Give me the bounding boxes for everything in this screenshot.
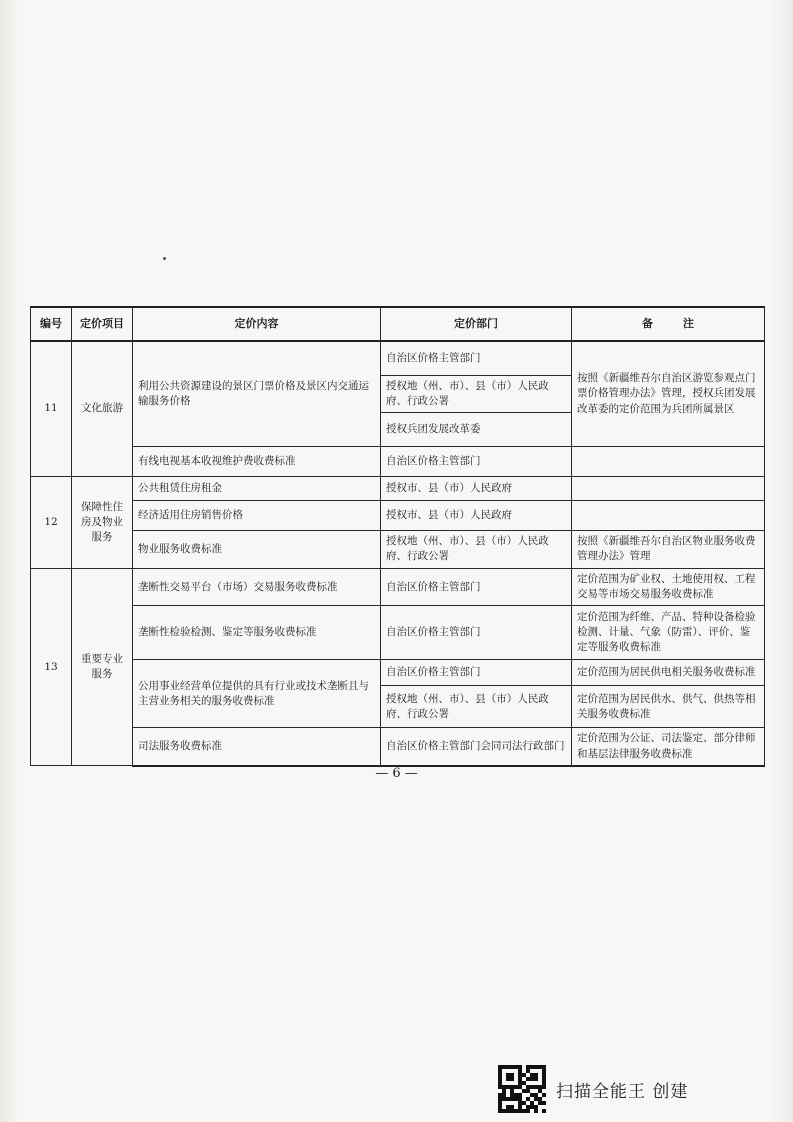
- row-department: 自治区价格主管部门会同司法行政部门: [381, 728, 572, 766]
- qr-code-icon: [498, 1065, 546, 1113]
- row-department: 自治区价格主管部门: [381, 660, 572, 686]
- table-header-row: [31, 307, 765, 341]
- row-content: 司法服务收费标准: [133, 728, 381, 766]
- row-department: 自治区价格主管部门: [381, 568, 572, 605]
- row-remark: 定价范围为居民供水、供气、供热等相关服务收费标准: [572, 686, 765, 728]
- table-row: [31, 606, 765, 660]
- row-remark: [572, 476, 765, 500]
- page-number: — 6 —: [375, 766, 418, 781]
- row-content: 利用公共资源建设的景区门票价格及景区内交通运输服务价格: [133, 341, 381, 446]
- row-content: 物业服务收费标准: [133, 530, 381, 568]
- row-department: 授权地（州、市）、县（市）人民政府、行政公署: [381, 375, 572, 412]
- table-row: [31, 476, 765, 500]
- scan-speck: [163, 257, 166, 260]
- row-number: 13: [31, 568, 72, 765]
- table-row: [31, 446, 765, 476]
- scanner-brand: 扫描全能王 创建: [556, 1081, 689, 1102]
- row-content: 垄断性交易平台（市场）交易服务收费标准: [133, 568, 381, 605]
- row-department: 自治区价格主管部门: [381, 606, 572, 660]
- row-department: 授权市、县（市）人民政府: [381, 500, 572, 530]
- row-remark: 定价范围为纤维、产品、特种设备检验检测、计量、气象（防雷）、评价、鉴定等服务收费标准: [572, 606, 765, 660]
- row-remark: 按照《新疆维吾尔自治区游览参观点门票价格管理办法》管理，授权兵团发展改革委的定价范围为兵团所属景区: [572, 341, 765, 446]
- row-remark: [572, 446, 765, 476]
- table-row: [31, 660, 765, 686]
- table-row: [31, 530, 765, 568]
- row-item: 重要专业服务: [72, 568, 133, 765]
- row-remark: 按照《新疆维吾尔自治区物业服务收费管理办法》管理: [572, 530, 765, 568]
- row-department: 授权市、县（市）人民政府: [381, 476, 572, 500]
- row-content: 公共租赁住房租金: [133, 476, 381, 500]
- row-content: 公用事业经营单位提供的具有行业或技术垄断且与主营业务相关的服务收费标准: [133, 660, 381, 728]
- header-content: 定价内容: [133, 307, 381, 341]
- row-department: 自治区价格主管部门: [381, 446, 572, 476]
- header-number: 编号: [31, 307, 72, 341]
- row-item: 文化旅游: [72, 341, 133, 476]
- row-department: 自治区价格主管部门: [381, 341, 572, 375]
- row-remark: 定价范围为公证、司法鉴定、部分律师和基层法律服务收费标准: [572, 728, 765, 766]
- row-remark: 定价范围为居民供电相关服务收费标准: [572, 660, 765, 686]
- table-row: [31, 341, 765, 375]
- row-item: 保障性住房及物业服务: [72, 476, 133, 568]
- pricing-table: [30, 306, 765, 767]
- row-number: 12: [31, 476, 72, 568]
- header-department: 定价部门: [381, 307, 572, 341]
- row-remark: [572, 500, 765, 530]
- row-department: 授权地（州、市）、县（市）人民政府、行政公署: [381, 686, 572, 728]
- row-content: 垄断性检验检测、鉴定等服务收费标准: [133, 606, 381, 660]
- header-remarks: 备注: [572, 307, 765, 341]
- row-number: 11: [31, 341, 72, 476]
- table-row: [31, 728, 765, 766]
- table-row: [31, 500, 765, 530]
- row-remark: 定价范围为矿业权、土地使用权、工程交易等市场交易服务收费标准: [572, 568, 765, 605]
- row-department: 授权兵团发展改革委: [381, 412, 572, 446]
- row-content: 经济适用住房销售价格: [133, 500, 381, 530]
- scanner-watermark: [498, 1063, 688, 1115]
- row-department: 授权地（州、市）、县（市）人民政府、行政公署: [381, 530, 572, 568]
- row-content: 有线电视基本收视维护费收费标准: [133, 446, 381, 476]
- header-item: 定价项目: [72, 307, 133, 341]
- table-row: [31, 568, 765, 605]
